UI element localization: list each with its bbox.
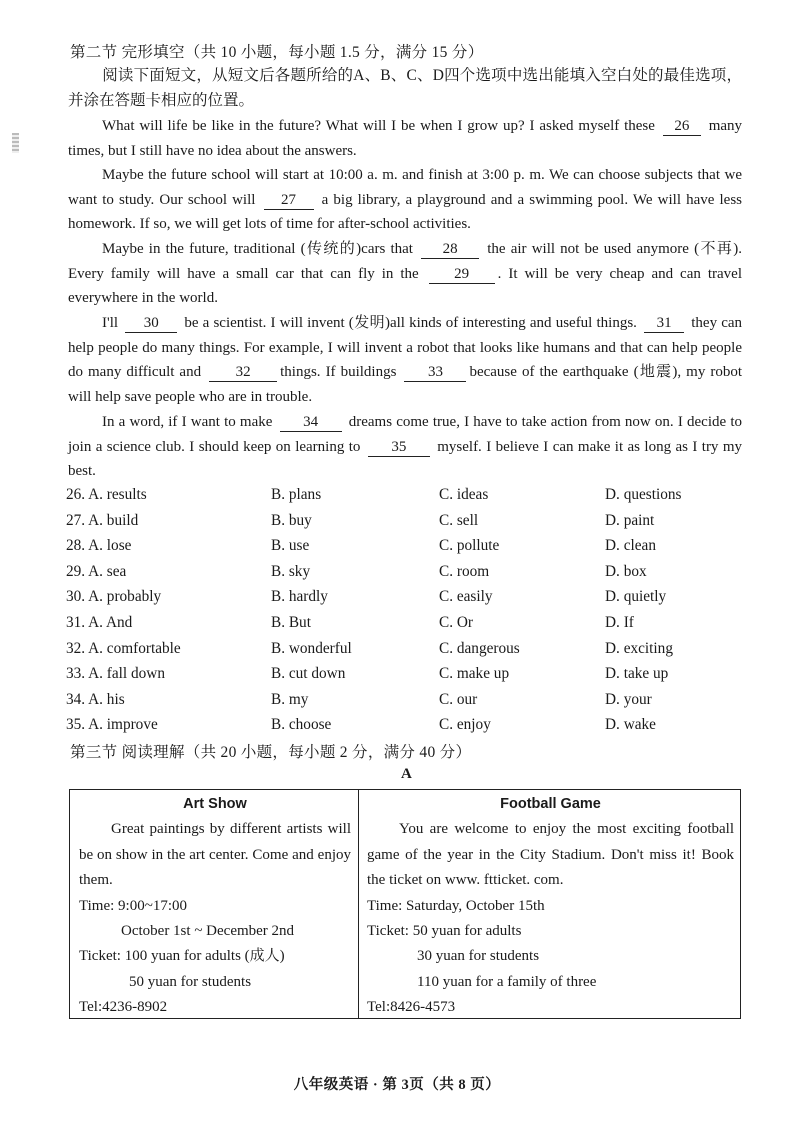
p5-text-b: dreams come true, I have to take action from now on. I decide to join a science club. I should keep on learning to bbox=[68, 414, 742, 455]
football-ticket-family: 110 yuan for a family of three bbox=[417, 973, 597, 990]
option-26-b: B. plans bbox=[271, 486, 322, 503]
blank-28: 28 bbox=[421, 240, 479, 259]
ads-divider bbox=[358, 790, 359, 1018]
option-35-a: 35. A. improve bbox=[66, 716, 158, 734]
football-game-panel bbox=[367, 792, 734, 1021]
p4-text-e: because of the earthquake (地震), my robot will help save people who are in trouble. bbox=[68, 364, 743, 405]
option-row-33 bbox=[66, 663, 746, 689]
option-28-c: C. pollute bbox=[439, 537, 500, 555]
football-game-time: Time: Saturday, October 15th bbox=[367, 897, 545, 914]
option-34-d: D. your bbox=[605, 690, 652, 708]
option-33-d: D. take up bbox=[605, 665, 669, 683]
option-31-b: B. But bbox=[271, 613, 311, 631]
options-table bbox=[66, 484, 746, 740]
section-2-title: 第二节 完形填空（共 10 小题，每小题 1.5 分，满分 15 分） bbox=[70, 44, 484, 61]
option-row-26 bbox=[66, 484, 746, 510]
p5-text-a: In a word, if I want to make bbox=[102, 414, 273, 430]
option-28-b: B. use bbox=[271, 537, 310, 555]
section-3-title: 第三节 阅读理解（共 20 小题，每小题 2 分，满分 40 分） bbox=[70, 744, 472, 761]
option-29-a: 29. A. sea bbox=[66, 562, 127, 580]
art-show-tel: Tel:4236-8902 bbox=[79, 999, 168, 1016]
page-footer: 八年级英语 · 第 3页（共 8 页） bbox=[293, 1077, 501, 1093]
football-game-title: Football Game bbox=[500, 796, 601, 812]
option-34-c: C. our bbox=[439, 690, 478, 708]
option-32-c: C. dangerous bbox=[439, 639, 520, 657]
art-show-time: Time: 9:00~17:00 bbox=[79, 897, 187, 914]
p1-text-b: many times, but I still have no idea about the answers. bbox=[68, 118, 743, 159]
option-26-a: 26. A. results bbox=[66, 486, 147, 503]
option-30-b: B. hardly bbox=[271, 588, 328, 606]
option-27-c: C. sell bbox=[439, 511, 479, 529]
option-28-d: D. clean bbox=[605, 537, 656, 555]
option-30-c: C. easily bbox=[439, 588, 493, 606]
passage-paragraph-3 bbox=[68, 237, 742, 311]
option-33-b: B. cut down bbox=[271, 665, 346, 683]
football-ticket-students: 30 yuan for students bbox=[417, 948, 540, 965]
option-26-c: C. ideas bbox=[439, 486, 489, 503]
section-2-instruction bbox=[68, 64, 742, 113]
passage-paragraph-2 bbox=[68, 163, 742, 237]
option-34-b: B. my bbox=[271, 690, 309, 708]
option-row-28 bbox=[66, 535, 746, 561]
art-show-panel bbox=[79, 792, 351, 1021]
passage-paragraph-5 bbox=[68, 410, 742, 484]
blank-27: 27 bbox=[264, 191, 314, 210]
option-row-31 bbox=[66, 612, 746, 638]
option-row-30 bbox=[66, 586, 746, 612]
option-31-c: C. Or bbox=[439, 613, 473, 631]
option-33-a: 33. A. fall down bbox=[66, 665, 165, 683]
football-ticket-adults: Ticket: 50 yuan for adults bbox=[367, 923, 522, 940]
option-row-34 bbox=[66, 689, 746, 715]
option-27-d: D. paint bbox=[605, 511, 655, 529]
passage-paragraph-1 bbox=[68, 114, 742, 163]
ads-box bbox=[69, 789, 741, 1019]
option-32-a: 32. A. comfortable bbox=[66, 639, 181, 657]
option-27-b: B. buy bbox=[271, 511, 312, 529]
art-show-title: Art Show bbox=[183, 796, 247, 812]
option-32-b: B. wonderful bbox=[271, 639, 352, 657]
football-game-desc: You are welcome to enjoy the most exciting football game of the year in the City Stadium. Don't miss it! Book the ticket on www. ftticket. com. bbox=[367, 821, 734, 889]
p4-text-a: I'll bbox=[102, 315, 119, 331]
art-show-dates: October 1st ~ December 2nd bbox=[121, 923, 295, 940]
blank-31: 31 bbox=[644, 314, 684, 333]
option-row-32 bbox=[66, 638, 746, 664]
p3-text-b: the air will not be used anymore (不再). Every family will have a small car that can fly in the bbox=[68, 241, 742, 282]
p2-text-b: a big library, a playground and a swimming pool. We will have less homework. If so, we will get lots of time for after-school activities. bbox=[68, 191, 742, 233]
option-35-d: D. wake bbox=[605, 716, 656, 734]
art-show-ticket-adults: Ticket: 100 yuan for adults (成人) bbox=[79, 948, 285, 965]
option-31-a: 31. A. And bbox=[66, 613, 133, 631]
option-29-d: D. box bbox=[605, 562, 647, 580]
blank-32: 32 bbox=[209, 363, 277, 382]
blank-35: 35 bbox=[368, 438, 430, 457]
p5-text-c: myself. I believe I can make it as long as I try my best. bbox=[68, 438, 743, 480]
p3-text-c: . It will be very cheap and can travel everywhere in the world. bbox=[68, 265, 742, 307]
option-30-d: D. quietly bbox=[605, 588, 667, 606]
p1-text-a: What will life be like in the future? What will I be when I grow up? I asked myself these bbox=[102, 118, 655, 134]
art-show-ticket-students: 50 yuan for students bbox=[129, 973, 252, 990]
passage-paragraph-4 bbox=[68, 311, 742, 409]
option-35-b: B. choose bbox=[271, 716, 332, 734]
option-28-a: 28. A. lose bbox=[66, 537, 132, 555]
p3-text-a: Maybe in the future, traditional (传统的)cars that bbox=[102, 241, 413, 257]
option-26-d: D. questions bbox=[605, 486, 682, 503]
football-game-tel: Tel:8426-4573 bbox=[367, 999, 456, 1016]
p2-text-a: Maybe the future school will start at 10:00 a. m. and finish at 3:00 p. m. We can choose subjects that we want to study. Our school will bbox=[68, 167, 742, 208]
option-35-c: C. enjoy bbox=[439, 716, 491, 734]
option-row-27 bbox=[66, 510, 746, 536]
option-31-d: D. If bbox=[605, 613, 634, 631]
blank-34: 34 bbox=[280, 413, 342, 432]
scan-artifact bbox=[12, 133, 19, 153]
option-33-c: C. make up bbox=[439, 665, 510, 683]
art-show-desc: Great paintings by different artists will be on show in the art center. Come and enjoy them. bbox=[79, 821, 351, 889]
passage-label: A bbox=[401, 766, 412, 782]
option-29-b: B. sky bbox=[271, 562, 311, 580]
option-row-29 bbox=[66, 561, 746, 587]
p4-text-d: things. If buildings bbox=[280, 364, 397, 381]
blank-29: 29 bbox=[429, 265, 495, 284]
option-row-35 bbox=[66, 714, 746, 740]
option-34-a: 34. A. his bbox=[66, 690, 125, 708]
p4-text-c: they can help people do many things. For example, I will invent a robot that looks like humans and that can help people do many difficult and bbox=[68, 315, 743, 381]
option-30-a: 30. A. probably bbox=[66, 588, 162, 606]
blank-33: 33 bbox=[404, 363, 466, 382]
option-27-a: 27. A. build bbox=[66, 511, 139, 529]
blank-30: 30 bbox=[125, 314, 177, 333]
option-32-d: D. exciting bbox=[605, 639, 673, 657]
blank-26: 26 bbox=[663, 117, 701, 136]
instruction-text: 阅读下面短文，从短文后各题所给的A、B、C、D四个选项中选出能填入空白处的最佳选项，并涂在答题卡相应的位置。 bbox=[68, 67, 742, 109]
p4-text-b: be a scientist. I will invent (发明)all kinds of interesting and useful things. bbox=[184, 315, 637, 331]
option-29-c: C. room bbox=[439, 562, 490, 580]
